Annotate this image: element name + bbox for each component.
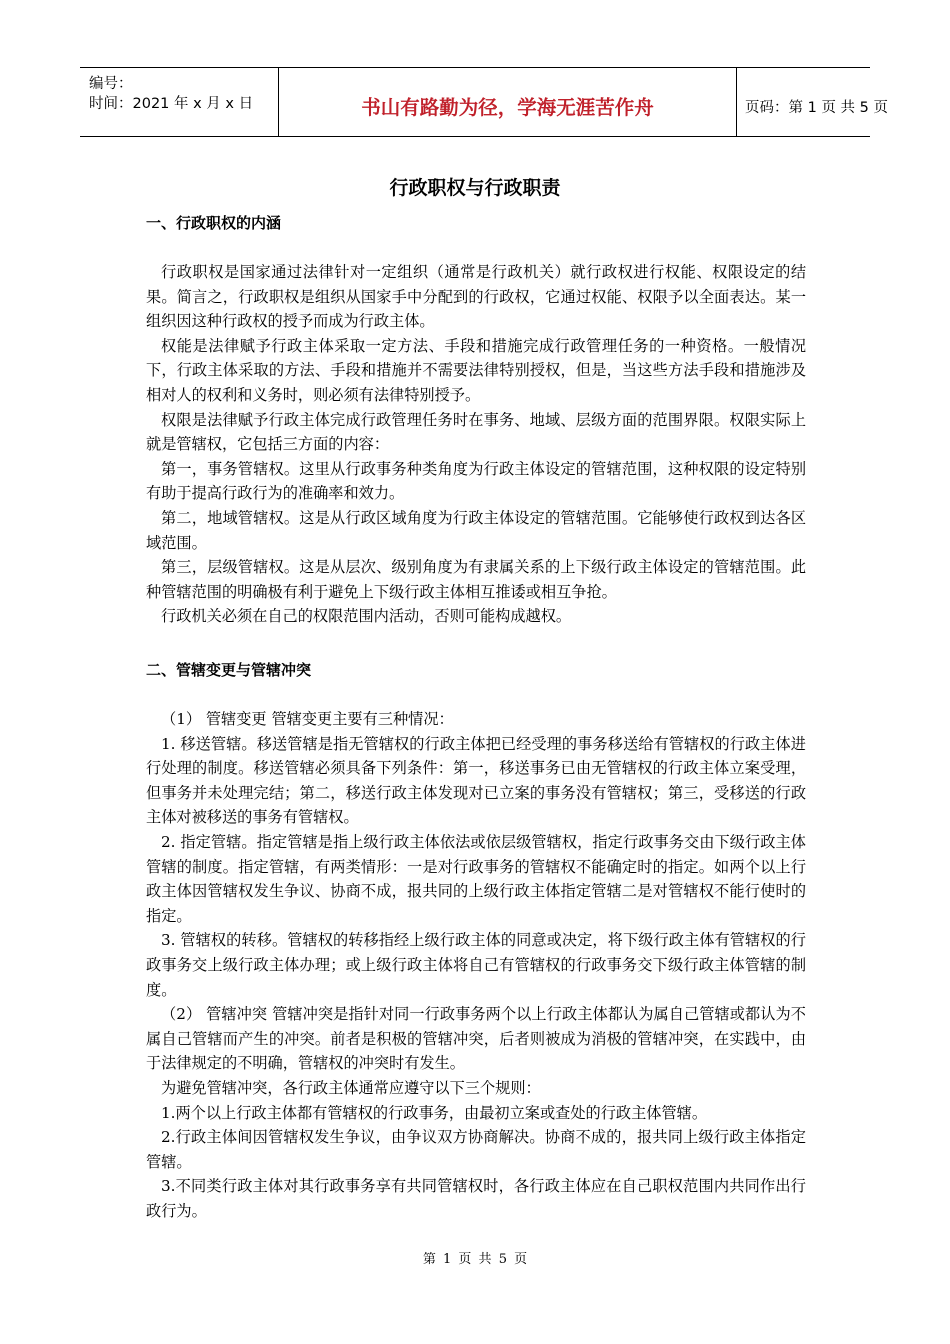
paragraph: 第一，事务管辖权。这里从行政事务种类角度为行政主体设定的管辖范围，这种权限的设定特别有助于提高行政行为的准确率和效力。 bbox=[146, 459, 806, 503]
paragraph: 3.不同类行政主体对其行政事务享有共同管辖权时，各行政主体应在自己职权范围内共同作出行政行为。 bbox=[146, 1177, 806, 1220]
paragraph: 为避免管辖冲突，各行政主体通常应遵守以下三个规则： bbox=[161, 1078, 541, 1097]
header-page-cell bbox=[737, 68, 888, 136]
paragraph: （2） 管辖冲突 管辖冲突是指针对同一行政事务两个以上行政主体都认为属自己管辖或都认为不属自己管辖而产生的冲突。前者是积极的管辖冲突，后者则被成为消极的管辖冲突，在实践中，由于法律规定的不明确，管辖权的冲突时有发生。 bbox=[146, 1005, 806, 1073]
header-motto-cell bbox=[279, 68, 737, 136]
paragraph: 权限是法律赋予行政主体完成行政管理任务时在事务、地域、层级方面的范围界限。权限实际上就是管辖权，它包括三方面的内容： bbox=[146, 410, 806, 454]
document-title: 行政职权与行政职责 bbox=[389, 177, 561, 199]
paragraph: 第二，地域管辖权。这是从行政区域角度为行政主体设定的管辖范围。它能够使行政权到达各区域范围。 bbox=[146, 508, 806, 552]
paragraph: 2. 指定管辖。指定管辖是指上级行政主体依法或依层级管辖权，指定行政事务交由下级行政主体管辖的制度。指定管辖，有两类情形：一是对行政事务的管辖权不能确定时的指定。如两个以上行政主体因管辖权发生争议、协商不成，报共同的上级行政主体指定管辖二是对管辖权不能行使时的指定。 bbox=[146, 832, 806, 925]
paragraph: 3. 管辖权的转移。管辖权的转移指经上级行政主体的同意或决定，将下级行政主体有管辖权的行政事务交上级行政主体办理；或上级行政主体将自己有管辖权的行政事务交下级行政主体管辖的制度。 bbox=[146, 931, 806, 999]
section2-heading: 二、管辖变更与管辖冲突 bbox=[146, 661, 312, 679]
paragraph: 权能是法律赋予行政主体采取一定方法、手段和措施完成行政管理任务的一种资格。一般情况下，行政主体采取的方法、手段和措施并不需要法律特别授权，但是，当这些方法手段和措施涉及相对人的权利和义务时，则必须有法律特别授予。 bbox=[146, 336, 806, 404]
paragraph: 2.行政主体间因管辖权发生争议，由争议双方协商解决。协商不成的，报共同上级行政主体指定管辖。 bbox=[146, 1128, 806, 1171]
section2-body bbox=[146, 707, 806, 1223]
section1-body bbox=[146, 260, 806, 629]
paragraph: 行政职权是国家通过法律针对一定组织（通常是行政机关）就行政权进行权能、权限设定的结果。简言之，行政职权是组织从国家手中分配到的行政权，它通过权能、权限予以全面表达。某一组织因这种行政权的授予而成为行政主体。 bbox=[146, 263, 806, 331]
page-footer: 第 1 页 共 5 页 bbox=[422, 1252, 528, 1267]
paragraph: 1.两个以上行政主体都有管辖权的行政事务，由最初立案或查处的行政主体管辖。 bbox=[161, 1103, 708, 1122]
header-meta-cell bbox=[80, 68, 279, 136]
header-motto: 书山有路勤为径，学海无涯苦作舟 bbox=[361, 96, 654, 119]
section1-heading: 一、行政职权的内涵 bbox=[146, 214, 282, 232]
header-page-code: 页码：第 1 页 共 5 页 bbox=[745, 100, 888, 116]
paragraph: 1. 移送管辖。移送管辖是指无管辖权的行政主体把已经受理的事务移送给有管辖权的行政主体进行处理的制度。移送管辖必须具备下列条件：第一，移送事务已由无管辖权的行政主体立案受理，但事务并未处理完结；第二，移送行政主体发现对已立案的事务没有管辖权；第三，受移送的行政主体对被移送的事务有管辖权。 bbox=[146, 734, 806, 827]
paragraph: 第三，层级管辖权。这是从层次、级别角度为有隶属关系的上下级行政主体设定的管辖范围。此种管辖范围的明确极有利于避免上下级行政主体相互推诿或相互争抢。 bbox=[146, 558, 806, 601]
paragraph: 行政机关必须在自己的权限范围内活动，否则可能构成越权。 bbox=[161, 607, 572, 626]
date-label: 时间：2021 年 x 月 x 日 bbox=[89, 96, 254, 112]
paragraph: （1） 管辖变更 管辖变更主要有三种情况： bbox=[161, 710, 454, 728]
number-label: 编号： bbox=[89, 76, 133, 92]
document-header bbox=[80, 67, 888, 137]
